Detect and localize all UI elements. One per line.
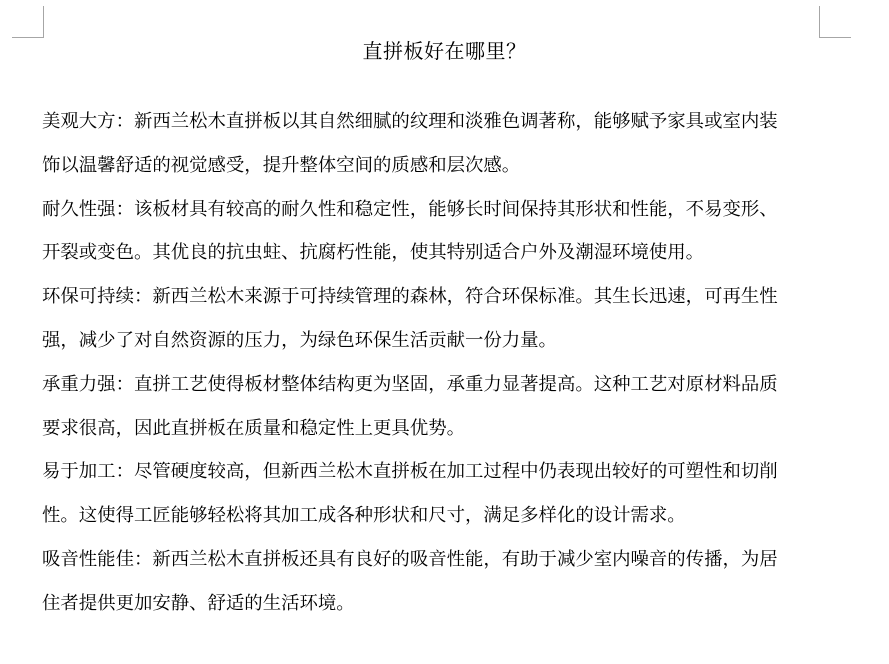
text-line: 要求很高，因此直拼板在质量和稳定性上更具优势。 (42, 417, 465, 439)
document-title: 直拼板好在哪里？ (362, 39, 527, 63)
text-line: 美观大方：新西兰松木直拼板以其自然细腻的纹理和淡雅色调著称，能够赋予家具或室内装 (42, 111, 778, 132)
text-line: 开裂或变色。其优良的抗虫蛀、抗腐朽性能，使其特别适合户外及潮湿环境使用。 (42, 242, 705, 264)
text-line: 强，减少了对自然资源的压力，为绿色环保生活贡献一份力量。 (42, 329, 557, 351)
text-line: 饰以温馨舒适的视觉感受，提升整体空间的质感和层次感。 (42, 154, 521, 176)
text-line: 承重力强：直拼工艺使得板材整体结构更为坚固，承重力显著提高。这种工艺对原材料品质 (42, 373, 778, 395)
crop-mark-top-left (12, 6, 44, 38)
text-line: 环保可持续：新西兰松木来源于可持续管理的森林，符合环保标准。其生长迅速，可再生性 (42, 286, 778, 308)
text-line: 住者提供更加安静、舒适的生活环境。 (42, 592, 355, 614)
text-line: 性。这使得工匠能够轻松将其加工成各种形状和尺寸，满足多样化的设计需求。 (42, 505, 686, 527)
text-line: 易于加工：尽管硬度较高，但新西兰松木直拼板在加工过程中仍表现出较好的可塑性和切削 (42, 461, 778, 483)
crop-mark-top-right (819, 6, 851, 38)
text-line: 耐久性强：该板材具有较高的耐久性和稳定性，能够长时间保持其形状和性能，不易变形、 (42, 198, 778, 220)
document-body (42, 100, 832, 626)
text-line: 吸音性能佳：新西兰松木直拼板还具有良好的吸音性能，有助于减少室内噪音的传播，为居 (42, 548, 778, 570)
